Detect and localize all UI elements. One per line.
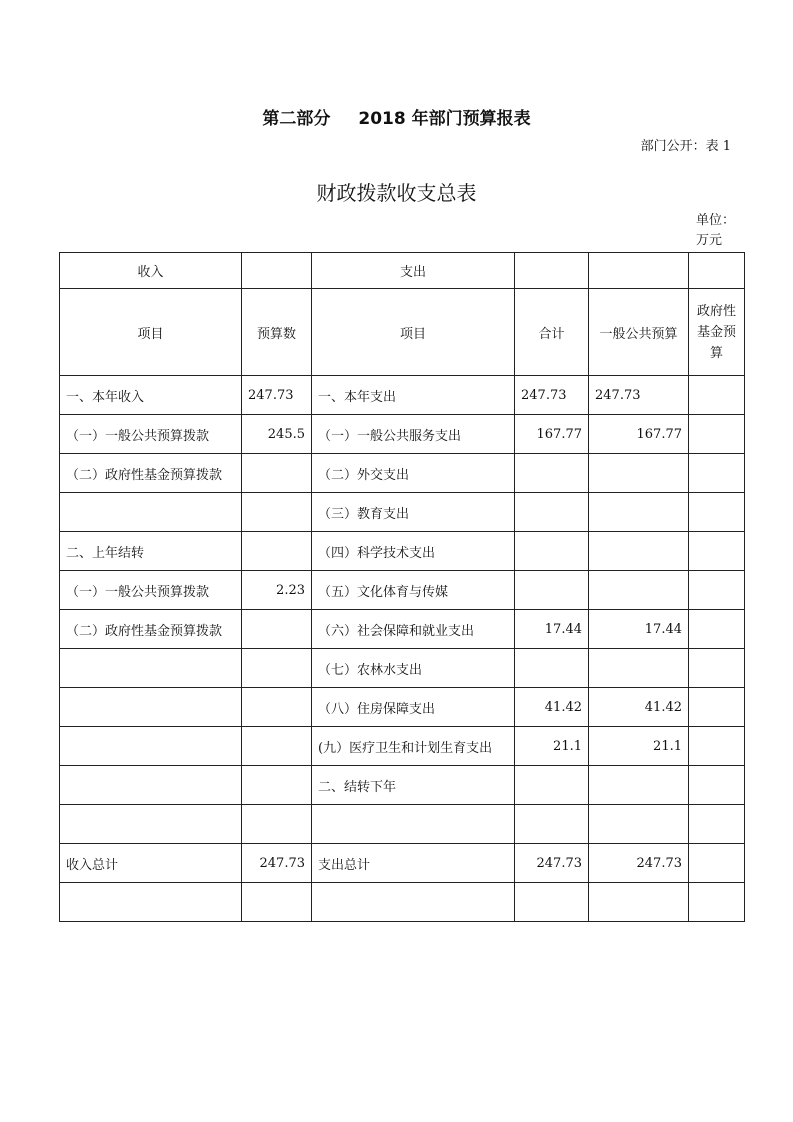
expense-item-cell: (九）医疗卫生和计划生育支出 [312,727,515,766]
empty-cell [689,253,745,289]
expense-item-cell: （七）农林水支出 [312,649,515,688]
table-row [60,532,745,571]
expense-section-header: 支出 [312,253,515,289]
total-amount-cell: 17.44 [515,610,589,649]
income-item-header: 项目 [60,289,242,376]
fund-budget-cell [689,649,745,688]
unit-label [696,211,736,251]
expense-item-cell: 一、本年支出 [312,376,515,415]
fund-budget-header: 政府性基金预算 [689,289,745,376]
expense-item-cell: （五）文化体育与传媒 [312,571,515,610]
table-row [60,610,745,649]
table-row [60,805,745,844]
expense-item-cell: 二、结转下年 [312,766,515,805]
general-budget-cell [589,766,689,805]
table-row [60,844,745,883]
income-budget-header: 预算数 [242,289,312,376]
fund-budget-cell [689,727,745,766]
empty-cell [242,253,312,289]
income-amount-cell [242,610,312,649]
total-amount-cell: 247.73 [515,376,589,415]
general-budget-cell [589,454,689,493]
total-amount-cell [515,493,589,532]
table-number: 部门公开：表 1 [640,139,731,154]
table-row [60,727,745,766]
unit-label-line1: 单位： [696,213,736,228]
table-row [60,688,745,727]
income-item-cell [60,688,242,727]
table-row [60,376,745,415]
general-budget-cell [589,805,689,844]
table-row [60,649,745,688]
expense-item-cell: 支出总计 [312,844,515,883]
table-top-row [60,253,745,289]
empty-cell [515,253,589,289]
unit-label-line2: 万元 [696,233,723,248]
fund-budget-cell [689,532,745,571]
fund-budget-cell [689,805,745,844]
income-item-cell: （一）一般公共预算拨款 [60,415,242,454]
total-amount-cell: 247.73 [515,844,589,883]
income-item-cell [60,493,242,532]
total-amount-cell [515,532,589,571]
fund-budget-cell [689,415,745,454]
income-amount-cell: 245.5 [242,415,312,454]
income-amount-cell [242,766,312,805]
table-row [60,766,745,805]
income-amount-cell [242,454,312,493]
total-header: 合计 [515,289,589,376]
fund-budget-cell [689,493,745,532]
general-budget-cell [589,883,689,922]
table-row [60,415,745,454]
fund-budget-cell [689,844,745,883]
fund-budget-cell [689,766,745,805]
income-amount-cell [242,805,312,844]
expense-item-header: 项目 [312,289,515,376]
fund-budget-cell [689,571,745,610]
general-budget-cell [589,493,689,532]
part-label: 第二部分 [262,109,331,129]
fund-budget-cell [689,376,745,415]
income-item-cell: 收入总计 [60,844,242,883]
income-item-cell [60,805,242,844]
general-budget-cell: 167.77 [589,415,689,454]
part-title [0,104,793,129]
fund-budget-cell [689,688,745,727]
income-amount-cell [242,532,312,571]
table-row [60,454,745,493]
fund-budget-cell [689,610,745,649]
income-item-cell [60,727,242,766]
expense-item-cell: （二）外交支出 [312,454,515,493]
income-item-cell: 二、上年结转 [60,532,242,571]
table-row [60,493,745,532]
fund-budget-cell [689,454,745,493]
income-amount-cell [242,493,312,532]
income-item-cell [60,883,242,922]
income-item-cell [60,766,242,805]
income-item-cell: （二）政府性基金预算拨款 [60,610,242,649]
budget-table [59,252,745,922]
expense-item-cell [312,805,515,844]
total-amount-cell: 41.42 [515,688,589,727]
income-item-cell: （一）一般公共预算拨款 [60,571,242,610]
general-budget-cell: 247.73 [589,376,689,415]
income-amount-cell: 247.73 [242,844,312,883]
general-budget-cell: 247.73 [589,844,689,883]
total-amount-cell: 167.77 [515,415,589,454]
total-amount-cell: 21.1 [515,727,589,766]
general-budget-cell [589,532,689,571]
total-amount-cell [515,649,589,688]
general-budget-cell: 21.1 [589,727,689,766]
expense-item-cell: （三）教育支出 [312,493,515,532]
income-item-cell: 一、本年收入 [60,376,242,415]
income-section-header: 收入 [60,253,242,289]
table-row [60,883,745,922]
total-amount-cell [515,571,589,610]
total-amount-cell [515,805,589,844]
total-amount-cell [515,883,589,922]
income-item-cell: （二）政府性基金预算拨款 [60,454,242,493]
general-budget-cell [589,649,689,688]
income-amount-cell: 2.23 [242,571,312,610]
table-title: 财政拨款收支总表 [316,181,477,205]
general-budget-header: 一般公共预算 [589,289,689,376]
expense-item-cell: （四）科学技术支出 [312,532,515,571]
general-budget-cell [589,571,689,610]
expense-item-cell: （八）住房保障支出 [312,688,515,727]
table-header-row [60,289,745,376]
expense-item-cell: （六）社会保障和就业支出 [312,610,515,649]
income-item-cell [60,649,242,688]
income-amount-cell [242,883,312,922]
empty-cell [589,253,689,289]
income-amount-cell [242,727,312,766]
general-budget-cell: 41.42 [589,688,689,727]
total-amount-cell [515,454,589,493]
report-title: 2018 年部门预算报表 [358,109,531,129]
income-amount-cell [242,688,312,727]
fund-budget-cell [689,883,745,922]
income-amount-cell [242,649,312,688]
expense-item-cell: （一）一般公共服务支出 [312,415,515,454]
table-row [60,571,745,610]
income-amount-cell: 247.73 [242,376,312,415]
general-budget-cell: 17.44 [589,610,689,649]
total-amount-cell [515,766,589,805]
expense-item-cell [312,883,515,922]
